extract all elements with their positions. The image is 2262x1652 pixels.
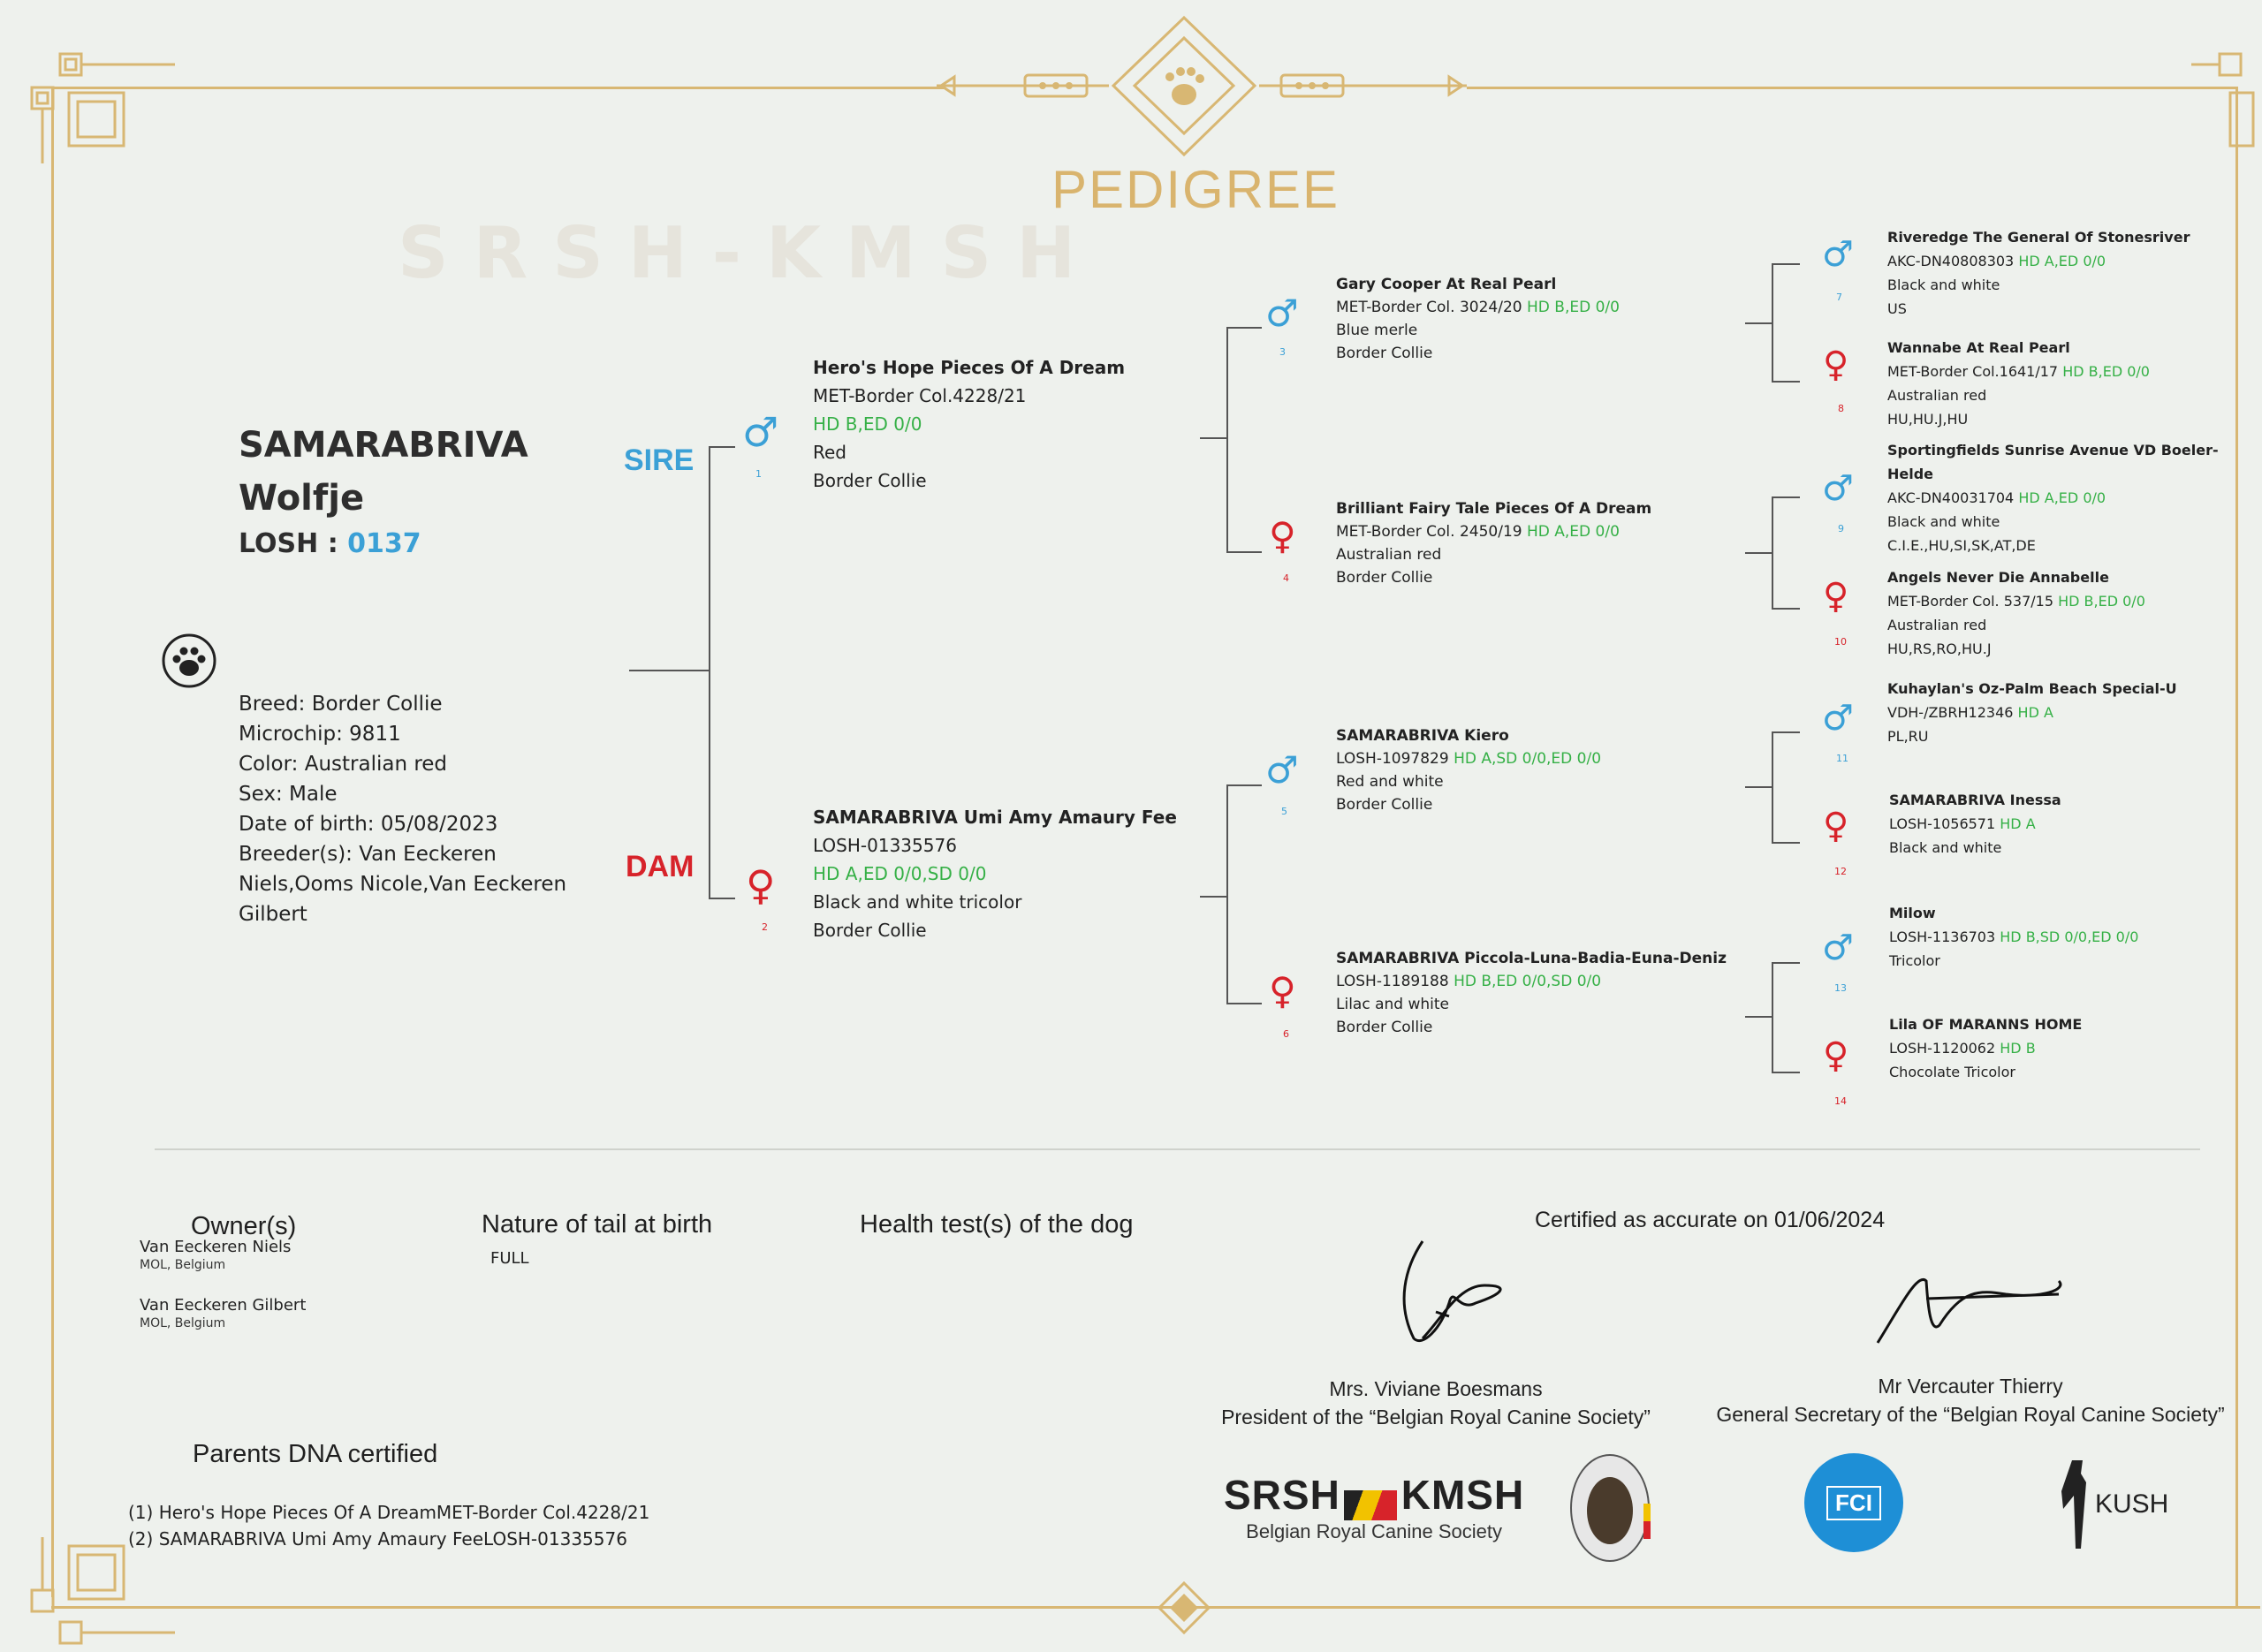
page-title: PEDIGREE: [1051, 160, 1340, 219]
president-name: Mrs. Viviane Boesmans: [1329, 1377, 1543, 1400]
breeders-cont: Gilbert: [239, 903, 307, 926]
ggp-health: HD A,ED 0/0: [2018, 253, 2106, 269]
grandparent-name: SAMARABRIVA Kiero: [1336, 727, 1509, 745]
female-symbol-icon: ♀: [746, 861, 776, 909]
dna-list: [128, 1499, 649, 1552]
signature-president: [1387, 1232, 1520, 1356]
pedigree-index: 6: [1283, 1028, 1289, 1040]
logo-kmsh: KMSH: [1400, 1472, 1525, 1518]
female-symbol-icon: ♀: [1823, 806, 1849, 846]
watermark: SRSH-KMSH: [398, 212, 1101, 294]
grandparent-breed: Border Collie: [1336, 796, 1433, 814]
kush-logo-mark-icon: [2054, 1456, 2099, 1553]
ggp-titles: US: [1887, 300, 1907, 317]
tree-line: [1226, 327, 1228, 552]
pedigree-index: 14: [1834, 1095, 1847, 1107]
ggp-titles: PL,RU: [1887, 728, 1929, 745]
grandparent-health: HD A,SD 0/0,ED 0/0: [1454, 750, 1602, 768]
pedigree-index: 1: [755, 468, 762, 480]
tree-line: [1745, 552, 1772, 554]
ggp-registration: VDH-/ZBRH12346: [1887, 704, 2014, 721]
dog-call-name: Wolfje: [239, 478, 365, 519]
secretary-name: Mr Vercauter Thierry: [1878, 1375, 2063, 1398]
frame-top-right: [1467, 87, 2235, 89]
ggp-registration: LOSH-1136703: [1889, 928, 1996, 945]
divider: [155, 1148, 2200, 1150]
great-grandparent-entry: [1887, 438, 2219, 557]
tree-line: [1772, 608, 1800, 610]
owners-heading: Owner(s): [191, 1212, 297, 1240]
tree-line: [1772, 496, 1800, 498]
tree-line: [709, 898, 735, 899]
ggp-name: Riveredge The General Of Stonesriver: [1887, 229, 2190, 246]
male-symbol-icon: ♂: [1822, 468, 1854, 509]
dna-entry: (1) Hero's Hope Pieces Of A DreamMET-Border Col.4228/21: [128, 1502, 650, 1523]
sire-breed: Border Collie: [813, 470, 927, 491]
ggp-health: HD B,ED 0/0: [2058, 593, 2145, 610]
grandparent-entry: [1336, 947, 1727, 1039]
dog-registration: [239, 528, 421, 559]
flag-stripes-icon: [1344, 1490, 1397, 1520]
tree-line: [1772, 496, 1773, 609]
sire-label: SIRE: [624, 443, 695, 477]
great-grandparent-entry: [1887, 336, 2150, 431]
male-symbol-icon: ♂: [742, 408, 779, 456]
grandparent-name: SAMARABRIVA Piccola-Luna-Badia-Euna-Deniz: [1336, 950, 1727, 967]
grandparent-registration: MET-Border Col. 2450/19: [1336, 523, 1522, 541]
grandparent-color: Blue merle: [1336, 322, 1418, 339]
sire-registration: MET-Border Col.4228/21: [813, 385, 1027, 406]
kush-logo: [2054, 1456, 2169, 1553]
owner-place: MOL, Belgium: [140, 1258, 226, 1272]
grandparent-registration: LOSH-1189188: [1336, 973, 1449, 990]
pedigree-index: 4: [1283, 572, 1289, 584]
ggp-health: HD B,SD 0/0,ED 0/0: [2000, 928, 2139, 945]
ggp-registration: LOSH-1056571: [1889, 815, 1996, 832]
grandparent-registration: LOSH-1097829: [1336, 750, 1449, 768]
male-symbol-icon: ♂: [1265, 748, 1299, 792]
owner-name: Van Eeckeren Niels: [140, 1238, 292, 1256]
ggp-registration: AKC-DN40808303: [1887, 253, 2015, 269]
tree-line: [1226, 784, 1262, 786]
logo-subtitle: Belgian Royal Canine Society: [1246, 1519, 1502, 1542]
grandparent-breed: Border Collie: [1336, 345, 1433, 362]
dam-color: Black and white tricolor: [813, 891, 1022, 913]
ggp-registration: MET-Border Col.1641/17: [1887, 363, 2059, 380]
pedigree-index: 7: [1836, 292, 1842, 303]
tree-line: [1772, 962, 1773, 1072]
tree-line: [1745, 322, 1772, 324]
tail-value: FULL: [490, 1249, 529, 1268]
female-symbol-icon: ♀: [1823, 345, 1849, 385]
ggp-health: HD A: [2017, 704, 2053, 721]
tree-line: [1772, 381, 1800, 383]
tree-line: [1200, 896, 1226, 898]
ggp-name: Kuhaylan's Oz-Palm Beach Special-U: [1887, 680, 2177, 697]
president-role: President of the “Belgian Royal Canine Society”: [1221, 1406, 1651, 1428]
dog-name: [239, 419, 528, 525]
fci-text: FCI: [1826, 1486, 1881, 1520]
corner-ornament-bottom-left: [25, 1537, 175, 1648]
ggp-registration: AKC-DN40031704: [1887, 489, 2015, 506]
dog-details: [239, 689, 566, 929]
tree-line: [1745, 1016, 1772, 1018]
great-grandparent-entry: [1887, 677, 2177, 748]
male-symbol-icon: ♂: [1822, 234, 1854, 275]
grandparent-health: HD B,ED 0/0,SD 0/0: [1454, 973, 1602, 990]
grandparent-breed: Border Collie: [1336, 569, 1433, 587]
tree-line: [1226, 784, 1228, 1004]
sire-color: Red: [813, 442, 846, 463]
grandparent-name: Brilliant Fairy Tale Pieces Of A Dream: [1336, 500, 1652, 518]
corner-ornament-top-left: [25, 49, 175, 163]
pedigree-index: 2: [762, 921, 768, 933]
corner-ornament-top-right: [2191, 49, 2262, 163]
ggp-name: Lila OF MARANNS HOME: [1889, 1016, 2083, 1033]
frame-left: [51, 87, 54, 1597]
pedigree-index: 13: [1834, 982, 1847, 994]
ggp-color: Tricolor: [1889, 952, 1940, 969]
color: Color: Australian red: [239, 753, 448, 776]
owner-place: MOL, Belgium: [140, 1316, 226, 1330]
logo-srsh: SRSH: [1224, 1472, 1340, 1518]
sex: Sex: Male: [239, 783, 338, 806]
great-grandparent-entry: [1887, 565, 2145, 661]
female-symbol-icon: ♀: [1823, 576, 1849, 617]
grandparent-color: Red and white: [1336, 773, 1444, 791]
female-symbol-icon: ♀: [1269, 969, 1296, 1012]
paw-icon: [161, 633, 217, 689]
male-symbol-icon: ♂: [1822, 698, 1854, 739]
tree-line: [1772, 1072, 1800, 1073]
grandparent-entry: [1336, 273, 1620, 365]
ggp-color: Chocolate Tricolor: [1889, 1064, 2015, 1080]
ggp-name: Wannabe At Real Pearl: [1887, 339, 2070, 356]
grandparent-name: Gary Cooper At Real Pearl: [1336, 276, 1557, 293]
pedigree-index: 11: [1836, 753, 1848, 764]
dam-registration: LOSH-01335576: [813, 835, 957, 856]
tree-line: [629, 670, 709, 671]
tree-line: [1772, 731, 1800, 733]
header-ornament: [919, 13, 1484, 159]
pedigree-index: 8: [1838, 403, 1844, 414]
losh-label: LOSH :: [239, 528, 338, 559]
dam-entry: [813, 803, 1177, 944]
tree-line: [1226, 327, 1262, 329]
signature-secretary: [1873, 1254, 2076, 1360]
ggp-name-cont: Helde: [1887, 466, 1934, 482]
tree-line: [1772, 263, 1773, 382]
female-symbol-icon: ♀: [1823, 1035, 1849, 1076]
grandparent-entry: [1336, 724, 1601, 816]
srsh-kmsh-logo: [1224, 1471, 1524, 1543]
society-crest-icon: [1566, 1442, 1654, 1565]
great-grandparent-entry: [1887, 225, 2190, 321]
tree-line: [1745, 786, 1772, 788]
dam-health: HD A,ED 0/0,SD 0/0: [813, 863, 987, 884]
bottom-diamond-ornament: [1158, 1581, 1211, 1634]
female-symbol-icon: ♀: [1269, 514, 1296, 557]
dna-entry: (2) SAMARABRIVA Umi Amy Amaury FeeLOSH-01335576: [128, 1528, 627, 1550]
ggp-titles: HU,HU.J,HU: [1887, 411, 1969, 428]
grandparent-registration: MET-Border Col. 3024/20: [1336, 299, 1522, 316]
tree-line: [709, 446, 710, 898]
great-grandparent-entry: [1889, 1012, 2082, 1084]
breeders: Breeder(s): Van Eeckeren: [239, 843, 497, 866]
certified-date: Certified as accurate on 01/06/2024: [1535, 1208, 1886, 1232]
ggp-color: Black and white: [1887, 513, 2000, 530]
ggp-color: Black and white: [1887, 277, 2000, 293]
grandparent-health: HD B,ED 0/0: [1527, 299, 1620, 316]
ggp-titles: HU,RS,RO,HU.J: [1887, 640, 1992, 657]
dam-breed: Border Collie: [813, 920, 927, 941]
sire-health: HD B,ED 0/0: [813, 413, 922, 435]
sire-name: Hero's Hope Pieces Of A Dream: [813, 357, 1126, 378]
grandparent-health: HD A,ED 0/0: [1527, 523, 1620, 541]
dog-kennel-name: SAMARABRIVA: [239, 425, 528, 466]
tree-line: [1200, 437, 1226, 439]
great-grandparent-entry: [1889, 788, 2061, 860]
secretary-signature-block: [1696, 1372, 2244, 1428]
great-grandparent-entry: [1889, 901, 2138, 973]
health-heading: Health test(s) of the dog: [860, 1210, 1134, 1239]
breeders-cont: Niels,Ooms Nicole,Van Eeckeren: [239, 873, 567, 896]
grandparent-breed: Border Collie: [1336, 1019, 1433, 1036]
frame-top-left: [51, 87, 944, 89]
ggp-registration: MET-Border Col. 537/15: [1887, 593, 2054, 610]
owner-name: Van Eeckeren Gilbert: [140, 1296, 307, 1315]
ggp-health: HD B: [2000, 1040, 2036, 1057]
ggp-name: Sportingfields Sunrise Avenue VD Boeler-: [1887, 442, 2219, 458]
ggp-color: Australian red: [1887, 617, 1987, 633]
ggp-name: Milow: [1889, 905, 1936, 921]
grandparent-entry: [1336, 497, 1651, 589]
breed: Breed: Border Collie: [239, 693, 443, 716]
tree-line: [1226, 551, 1262, 553]
owners-list: [140, 1237, 306, 1330]
ggp-name: SAMARABRIVA Inessa: [1889, 792, 2061, 808]
male-symbol-icon: ♂: [1265, 292, 1299, 335]
secretary-role: General Secretary of the “Belgian Royal Canine Society”: [1716, 1403, 2225, 1426]
grandparent-color: Lilac and white: [1336, 996, 1449, 1013]
ggp-health: HD A,ED 0/0: [2018, 489, 2106, 506]
pedigree-index: 9: [1838, 523, 1844, 534]
dam-label: DAM: [626, 850, 695, 883]
ggp-name: Angels Never Die Annabelle: [1887, 569, 2109, 586]
tree-line: [1772, 731, 1773, 843]
tree-line: [1226, 1003, 1262, 1004]
kush-text: KUSH: [2095, 1489, 2169, 1519]
tail-heading: Nature of tail at birth: [482, 1210, 713, 1239]
pedigree-index: 5: [1281, 806, 1287, 817]
fci-logo: [1804, 1453, 1903, 1552]
ggp-titles: C.I.E.,HU,SI,SK,AT,DE: [1887, 537, 2036, 554]
pedigree-index: 12: [1834, 866, 1847, 877]
ggp-health: HD A: [2000, 815, 2036, 832]
dam-name: SAMARABRIVA Umi Amy Amaury Fee: [813, 807, 1177, 828]
frame-bottom: [51, 1606, 2260, 1609]
tree-line: [709, 446, 735, 448]
sire-entry: [813, 353, 1125, 495]
president-signature-block: [1206, 1375, 1666, 1431]
grandparent-color: Australian red: [1336, 546, 1442, 564]
pedigree-index: 10: [1834, 636, 1847, 648]
tree-line: [1772, 842, 1800, 844]
pedigree-index: 3: [1279, 346, 1286, 358]
tree-line: [1772, 263, 1800, 265]
ggp-health: HD B,ED 0/0: [2062, 363, 2150, 380]
dna-heading: Parents DNA certified: [193, 1440, 438, 1468]
losh-number: 0137: [347, 528, 421, 559]
microchip: Microchip: 9811: [239, 723, 401, 746]
ggp-color: Australian red: [1887, 387, 1987, 404]
male-symbol-icon: ♂: [1822, 928, 1854, 968]
ggp-color: Black and white: [1889, 839, 2002, 856]
ggp-registration: LOSH-1120062: [1889, 1040, 1996, 1057]
tree-line: [1772, 962, 1800, 964]
date-of-birth: Date of birth: 05/08/2023: [239, 813, 498, 836]
